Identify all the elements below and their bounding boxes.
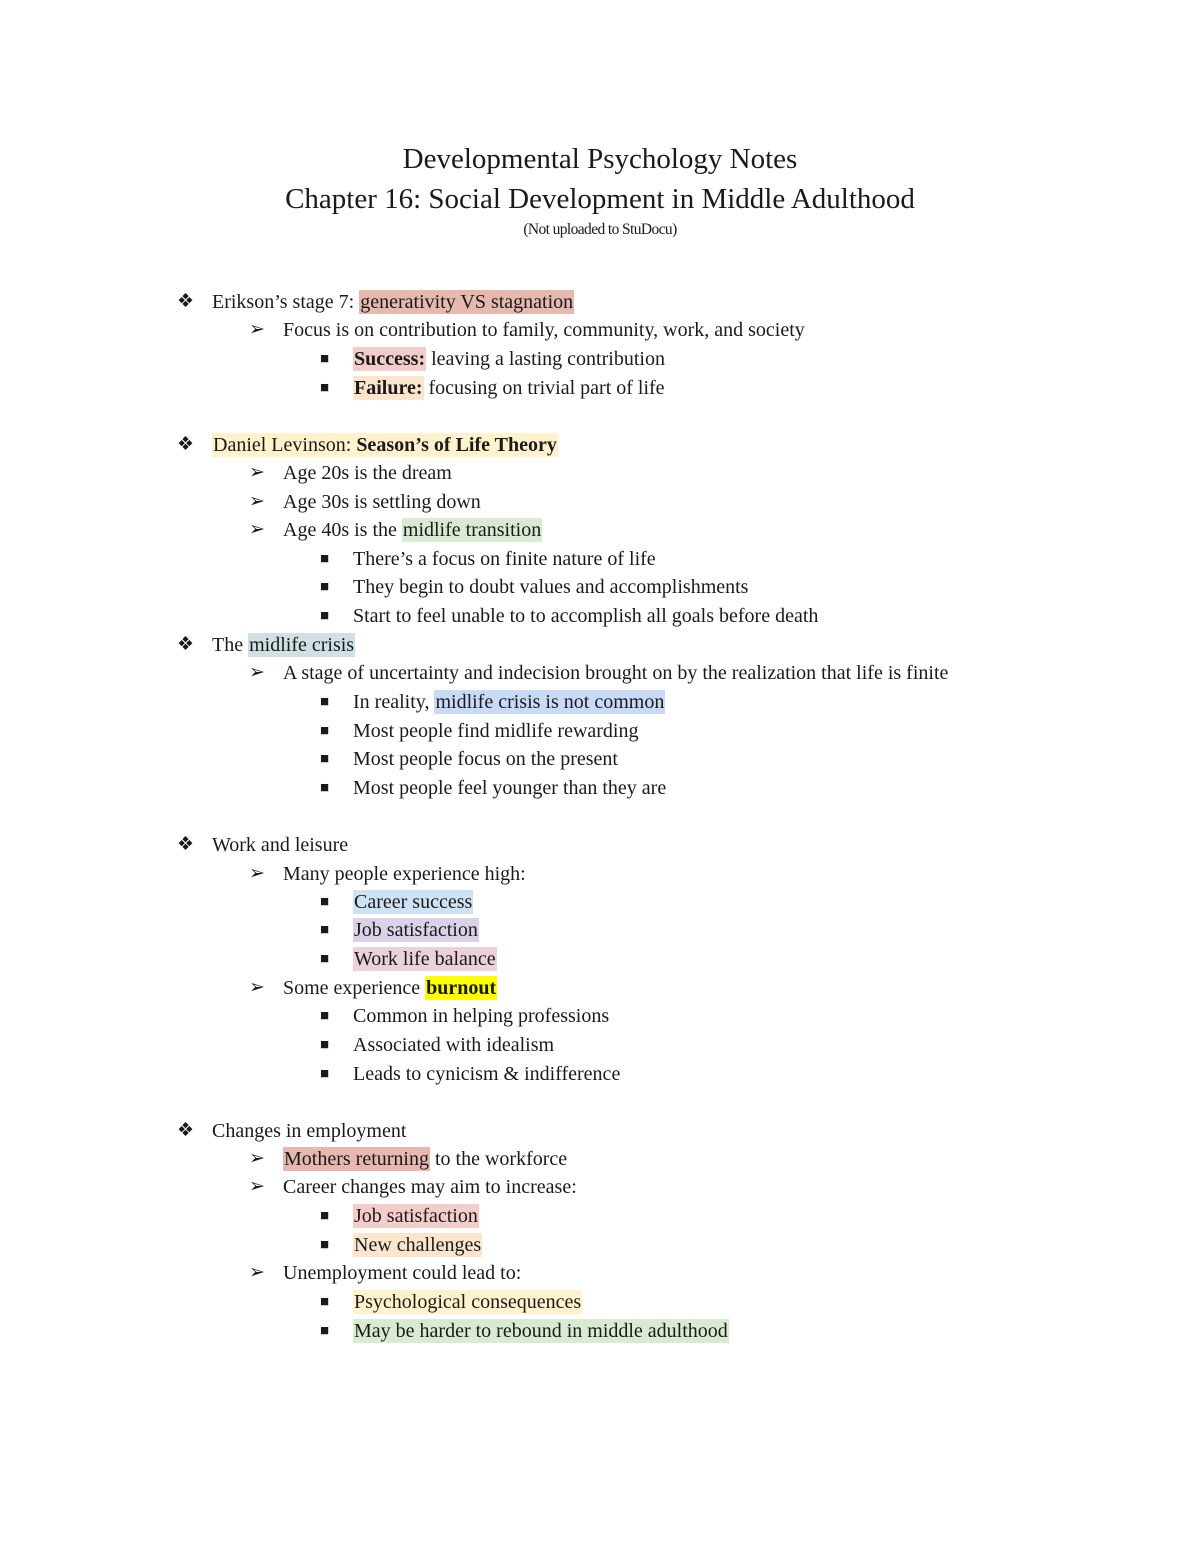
square-bullet-icon: ■ (320, 608, 330, 624)
arrow-bullet-icon: ➢ (249, 863, 265, 884)
square-bullet-icon: ■ (320, 694, 330, 710)
arrow-bullet-icon: ➢ (249, 662, 265, 683)
list-item: ➢ Age 30s is settling down (283, 488, 481, 516)
diamond-bullet-icon: ❖ (177, 634, 195, 655)
arrow-bullet-icon: ➢ (249, 519, 265, 540)
highlight: Mothers returning (284, 1148, 429, 1170)
diamond-bullet-icon: ❖ (177, 291, 195, 312)
square-bullet-icon: ■ (320, 1323, 330, 1339)
square-bullet-icon: ■ (320, 780, 330, 796)
square-bullet-icon: ■ (320, 894, 330, 910)
square-bullet-icon: ■ (320, 1037, 330, 1053)
square-bullet-icon: ■ (320, 380, 330, 396)
highlight: May be harder to rebound in middle adulthood (354, 1320, 728, 1342)
highlight: Work life balance (354, 948, 496, 970)
list-item: ■ Most people find midlife rewarding (353, 717, 639, 745)
highlight: Daniel Levinson: Season’s of Life Theory (213, 434, 557, 456)
arrow-bullet-icon: ➢ (249, 1176, 265, 1197)
arrow-bullet-icon: ➢ (249, 491, 265, 512)
square-bullet-icon: ■ (320, 751, 330, 767)
square-bullet-icon: ■ (320, 1294, 330, 1310)
list-item (320, 1202, 479, 1230)
list-item (320, 888, 473, 916)
list-item: ■ Leads to cynicism & indifference (353, 1060, 620, 1088)
list-item (320, 1231, 482, 1259)
list-item: ■ There’s a focus on finite nature of life (353, 545, 656, 573)
highlight: Career success (354, 891, 473, 913)
chapter-title: Chapter 16: Social Development in Middle Adulthood (285, 183, 915, 215)
success-label: Success: (354, 348, 426, 370)
list-item: ❖ Work and leisure (212, 831, 348, 859)
list-item: ➢ Age 40s is the midlife transition (283, 516, 542, 544)
arrow-bullet-icon: ➢ (249, 462, 265, 483)
highlight: New challenges (354, 1234, 482, 1256)
diamond-bullet-icon: ❖ (177, 1120, 195, 1141)
list-item: ➢ A stage of uncertainty and indecision brought on by the realization that life is finite (283, 659, 948, 687)
list-item: ■ Failure: focusing on trivial part of life (353, 374, 665, 402)
list-item: ■ Most people feel younger than they are (353, 774, 666, 802)
list-item (320, 916, 479, 944)
arrow-bullet-icon: ➢ (249, 319, 265, 340)
list-item: ➢ Unemployment could lead to: (283, 1259, 521, 1287)
document-title: Developmental Psychology Notes (402, 143, 798, 175)
highlight: burnout (426, 977, 497, 999)
list-item: ➢ Career changes may aim to increase: (283, 1173, 577, 1201)
square-bullet-icon: ■ (320, 723, 330, 739)
square-bullet-icon: ■ (320, 579, 330, 595)
square-bullet-icon: ■ (320, 922, 330, 938)
list-item: ❖ The midlife crisis (212, 631, 355, 659)
list-item: ➢ Many people experience high: (283, 860, 526, 888)
highlight: Psychological consequences (354, 1291, 582, 1313)
highlight: Job satisfaction (354, 919, 478, 941)
list-item: ➢ Focus is on contribution to family, community, work, and society (283, 316, 805, 344)
list-item: ❖ Changes in employment (212, 1117, 406, 1145)
list-item: ■ Most people focus on the present (353, 745, 618, 773)
list-item: ■ Common in helping professions (353, 1002, 609, 1030)
square-bullet-icon: ■ (320, 1008, 330, 1024)
failure-label: Failure: (354, 377, 423, 399)
list-item: ■ In reality, midlife crisis is not common (353, 688, 665, 716)
list-item: ■ Start to feel unable to to accomplish all goals before death (353, 602, 818, 630)
list-item: ■ They begin to doubt values and accomplishments (353, 573, 748, 601)
diamond-bullet-icon: ❖ (177, 834, 195, 855)
list-item (177, 431, 558, 459)
list-item: ➢ Age 20s is the dream (283, 459, 452, 487)
square-bullet-icon: ■ (320, 951, 330, 967)
highlight: midlife transition (402, 519, 542, 541)
square-bullet-icon: ■ (320, 551, 330, 567)
square-bullet-icon: ■ (320, 1237, 330, 1253)
highlight: generativity VS stagnation (360, 291, 574, 313)
list-item: ➢ Some experience burnout (283, 974, 497, 1002)
square-bullet-icon: ■ (320, 1208, 330, 1224)
highlight: Job satisfaction (354, 1205, 478, 1227)
arrow-bullet-icon: ➢ (249, 1262, 265, 1283)
list-item: ■ Associated with idealism (353, 1031, 554, 1059)
list-item: ❖ Erikson’s stage 7: generativity VS stagnation (212, 288, 574, 316)
list-item: ➢ Mothers returning to the workforce (283, 1145, 567, 1173)
arrow-bullet-icon: ➢ (249, 977, 265, 998)
diamond-bullet-icon: ❖ (177, 434, 195, 455)
highlight: midlife crisis is not common (435, 691, 665, 713)
highlight: midlife crisis (249, 634, 355, 656)
list-item (320, 1288, 582, 1316)
upload-note: (Not uploaded to StuDocu) (523, 221, 677, 238)
square-bullet-icon: ■ (320, 1066, 330, 1082)
list-item (320, 945, 497, 973)
list-item (320, 1317, 729, 1345)
arrow-bullet-icon: ➢ (249, 1148, 265, 1169)
list-item: ■ Success: leaving a lasting contribution (353, 345, 665, 373)
square-bullet-icon: ■ (320, 351, 330, 367)
